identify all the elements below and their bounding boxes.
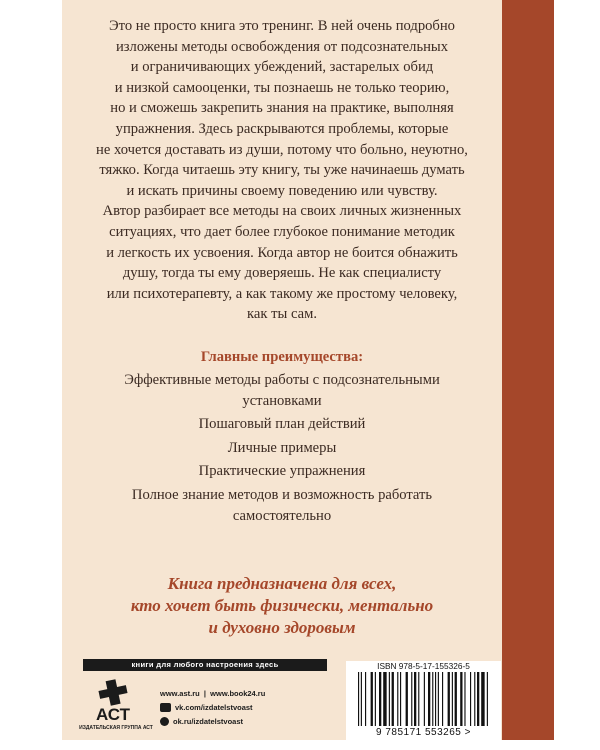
barcode-bar [411, 672, 412, 726]
isbn-text: ISBN 978-5-17-155326-5 [377, 661, 470, 671]
tagline [62, 573, 502, 639]
description-line: или психотерапевту, а как такому же простому человеку, [106, 285, 458, 302]
sites-row [160, 686, 265, 700]
barcode-bar [455, 672, 457, 726]
isbn-block [346, 661, 501, 741]
barcode-bar [397, 672, 398, 726]
advantage-item: самостоятельно [232, 507, 332, 524]
barcode-bar [428, 672, 430, 726]
barcode-bar [487, 672, 488, 726]
barcode-bar [448, 672, 450, 726]
barcode-bar [435, 672, 436, 726]
vk-row [160, 700, 265, 714]
vk-icon [160, 703, 171, 712]
advantage-item: Практические упражнения [198, 463, 366, 480]
barcode-bar [358, 672, 359, 726]
barcode-bar [383, 672, 386, 726]
barcode-bar [442, 672, 443, 726]
barcode-bar [424, 672, 425, 726]
barcode-bar [371, 672, 373, 726]
barcode-bar [375, 672, 376, 726]
tagline-line: Книга предназначена для всех, [167, 574, 397, 593]
ok-row [160, 714, 265, 728]
spine [502, 0, 554, 740]
barcode-bar [464, 672, 465, 726]
description-line: тяжко. Когда читаешь эту книгу, ты уже начинаешь думать [99, 162, 465, 179]
barcode-bar [432, 672, 433, 726]
tagline-line: и духовно здоровым [208, 618, 356, 637]
description-line: и легкость их усвоения. Когда автор не боится обнажить [106, 244, 458, 261]
barcode-bar [379, 672, 381, 726]
advantage-item: Полное знание методов и возможность работать [131, 486, 433, 503]
barcode-bar [438, 672, 439, 726]
barcode-bar [474, 672, 475, 726]
advantages-list [62, 370, 502, 526]
vk-link[interactable]: vk.com/izdatelstvoast [175, 702, 253, 712]
description-line: но и сможешь закрепить знания на практике, выполняя [110, 100, 454, 117]
description-line: Автор разбирает все методы на своих личных жизненных [102, 203, 462, 220]
advantage-item: Эффективные методы работы с подсознательными [124, 372, 440, 388]
barcode-bar [418, 672, 419, 726]
barcode-bar [460, 672, 462, 726]
publisher-links [160, 686, 265, 728]
isbn-digits: 9 785171 553265 > [376, 727, 471, 738]
ast-logo [86, 678, 140, 724]
ok-link[interactable]: ok.ru/izdatelstvoast [173, 716, 244, 726]
description [62, 16, 502, 325]
logo-caption: ИЗДАТЕЛЬСКАЯ ГРУППА АСТ [79, 725, 153, 731]
description-line: не хочется доставать из души, потому что больно, неуютно, [96, 141, 468, 158]
barcode-bar [477, 672, 479, 726]
description-line: и искать причины своему поведению или чувству. [126, 182, 438, 199]
slogan-banner: книги для любого настроения здесь [83, 659, 327, 671]
logo-text: АСТ [95, 705, 131, 724]
barcode [354, 672, 493, 728]
description-line: и ограничивающих убеждений, застарелых обид [130, 59, 434, 76]
advantages-title: Главные преимущества: [200, 349, 364, 365]
sites-link[interactable]: www.ast.ru | www.book24.ru [160, 688, 266, 698]
description-line: Это не просто книга это тренинг. В ней очень подробно [109, 18, 455, 34]
barcode-bar [481, 672, 484, 726]
advantage-item: Личные примеры [227, 439, 337, 456]
description-line: как ты сам. [247, 306, 317, 323]
barcode-bar [389, 672, 390, 726]
description-line: душу, тогда ты ему доверяешь. Не как специалисту [122, 265, 442, 282]
barcode-bar [392, 672, 394, 726]
description-line: изложены методы освобождения от подсознательных [115, 38, 449, 55]
description-line: ситуациях, что дает более глубокое понимание методик [109, 223, 455, 240]
barcode-bar [452, 672, 453, 726]
advantage-item: Пошаговый план действий [198, 416, 366, 433]
barcode-bar [406, 672, 408, 726]
barcode-bar [414, 672, 416, 726]
tagline-line: кто хочет быть физически, ментально [130, 596, 434, 615]
description-line: упражнения. Здесь раскрываются проблемы, которые [115, 120, 449, 137]
barcode-bar [365, 672, 366, 726]
barcode-bar [470, 672, 471, 726]
barcode-bar [361, 672, 362, 726]
advantage-item: установками [242, 392, 322, 409]
barcode-bar [400, 672, 401, 726]
ok-icon [160, 717, 169, 726]
description-line: и низкой самооценки, ты познаешь не только теорию, [114, 79, 450, 96]
